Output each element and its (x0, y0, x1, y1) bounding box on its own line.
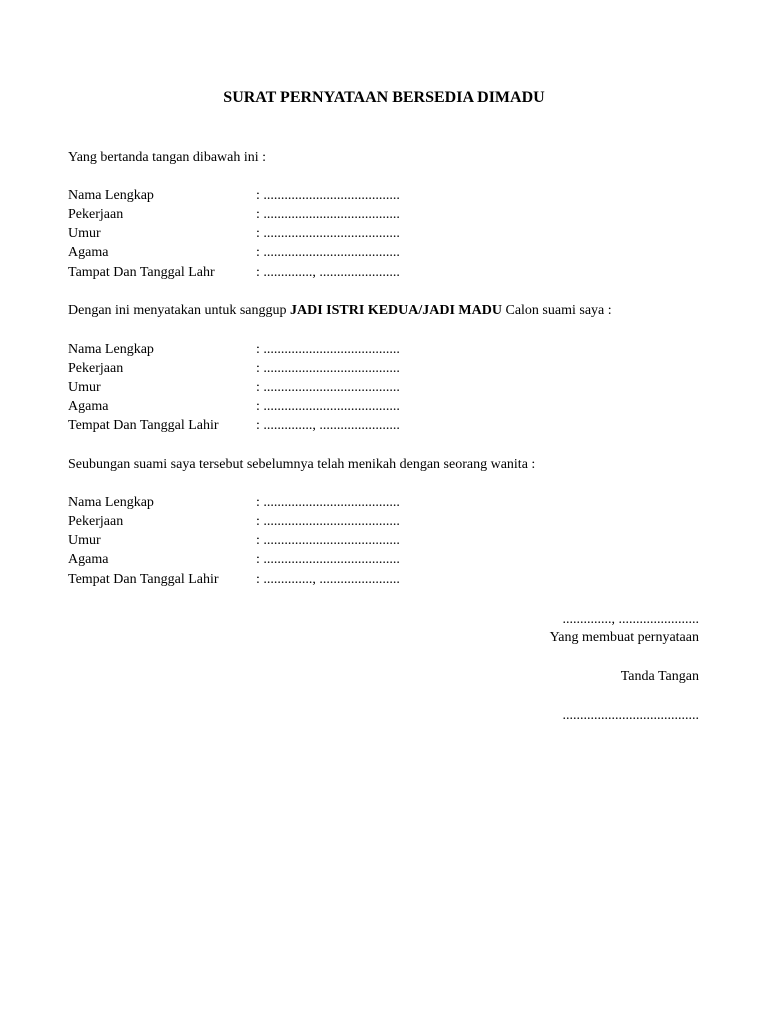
field-value: : ....................................... (256, 399, 400, 414)
field-label: Nama Lengkap (68, 188, 154, 203)
statement2-text: Seubungan suami saya tersebut sebelumnya telah menikah dengan seorang wanita : (68, 457, 536, 472)
field-label: Agama (68, 552, 109, 567)
statement-text (68, 301, 612, 320)
field-value: : ....................................... (256, 342, 400, 357)
field-value: : ....................................... (256, 188, 400, 203)
field-value: : ....................................... (256, 245, 400, 260)
statement-bold: JADI ISTRI KEDUA/JADI MADU (290, 303, 502, 318)
field-label: Agama (68, 245, 109, 260)
field-label: Tempat Dan Tanggal Lahir (68, 418, 219, 433)
field-value: : ....................................... (256, 552, 400, 567)
field-value: : ....................................... (256, 533, 400, 548)
field-label: Pekerjaan (68, 514, 124, 529)
statement-post: Calon suami saya : (501, 303, 612, 318)
field-value: : .............., ....................... (256, 572, 400, 587)
field-value: : ....................................... (256, 514, 400, 529)
document-title: SURAT PERNYATAAN BERSEDIA DIMADU (223, 89, 545, 106)
field-label: Tampat Dan Tanggal Lahr (68, 265, 215, 280)
field-label: Umur (68, 226, 101, 241)
signature-line: ....................................... (562, 708, 699, 723)
field-value: : ....................................... (256, 380, 400, 395)
field-value: : ....................................... (256, 361, 400, 376)
field-label: Pekerjaan (68, 207, 124, 222)
maker-label: Yang membuat pernyataan (549, 630, 699, 645)
field-value: : ....................................... (256, 226, 400, 241)
field-label: Pekerjaan (68, 361, 124, 376)
place-date: .............., ....................... (562, 612, 699, 627)
field-value: : .............., ....................... (256, 265, 400, 280)
field-label: Tempat Dan Tanggal Lahir (68, 572, 219, 587)
field-value: : .............., ....................... (256, 418, 400, 433)
field-label: Umur (68, 533, 101, 548)
field-value: : ....................................... (256, 207, 400, 222)
intro-text: Yang bertanda tangan dibawah ini : (68, 150, 267, 165)
field-label: Umur (68, 380, 101, 395)
statement-pre: Dengan ini menyatakan untuk sanggup (68, 303, 291, 318)
field-value: : ....................................... (256, 495, 400, 510)
signature-label: Tanda Tangan (620, 669, 699, 684)
field-label: Agama (68, 399, 109, 414)
field-label: Nama Lengkap (68, 342, 154, 357)
field-label: Nama Lengkap (68, 495, 154, 510)
